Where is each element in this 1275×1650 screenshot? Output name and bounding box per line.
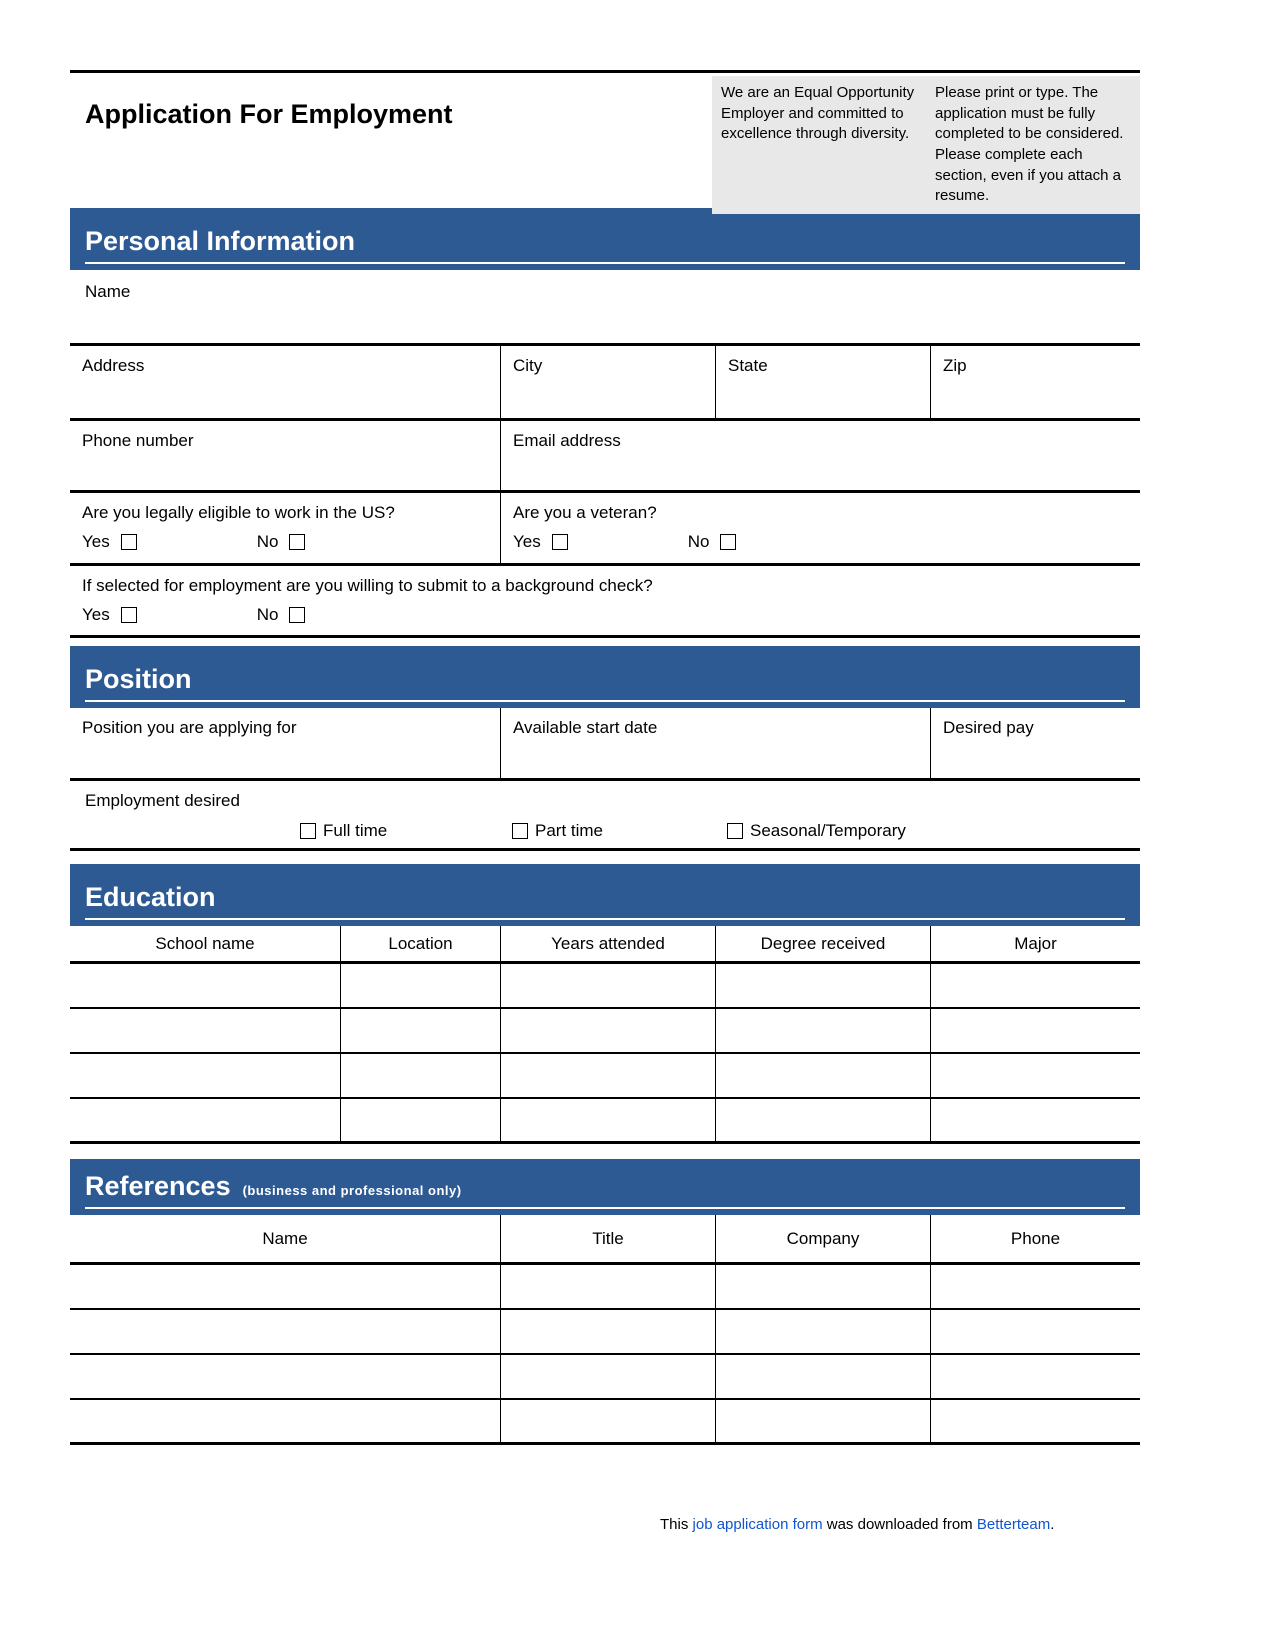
reference-cell-title[interactable] (500, 1400, 715, 1442)
education-cell-years[interactable] (500, 1009, 715, 1052)
reference-cell-title[interactable] (500, 1355, 715, 1398)
reference-cell-title[interactable] (500, 1310, 715, 1353)
section-header-text (85, 665, 1125, 702)
education-cell-years[interactable] (500, 1054, 715, 1097)
reference-cell-phone[interactable] (930, 1355, 1140, 1398)
reference-cell-title[interactable] (500, 1265, 715, 1308)
section-header-position (70, 646, 1140, 708)
phone-label: Phone number (82, 431, 194, 450)
position-row (70, 708, 1140, 781)
yes-label: Yes (513, 532, 541, 551)
reference-cell-name[interactable] (70, 1310, 500, 1353)
education-cell-location[interactable] (340, 964, 500, 1007)
section-title: References (85, 1171, 231, 1202)
employment-desired-block (70, 781, 1140, 851)
references-row (70, 1355, 1140, 1400)
references-header-row (70, 1215, 1140, 1265)
checkbox-seasonal-temporary[interactable] (727, 823, 743, 839)
document-content (70, 0, 1140, 1445)
education-cell-location[interactable] (340, 1099, 500, 1141)
option-seasonal-temporary (727, 821, 906, 841)
reference-cell-name[interactable] (70, 1400, 500, 1442)
background-question-cell (70, 566, 1140, 635)
option-full-time (300, 821, 387, 841)
state-field[interactable] (715, 346, 930, 418)
reference-cell-company[interactable] (715, 1355, 930, 1398)
full-time-label: Full time (323, 821, 388, 840)
reference-cell-company[interactable] (715, 1310, 930, 1353)
references-col-company: Company (715, 1215, 930, 1262)
background-yes-no (82, 605, 1128, 625)
section-header-education (70, 864, 1140, 926)
section-title: Education (85, 882, 216, 913)
section-subtitle: (business and professional only) (242, 1183, 462, 1199)
no-label: No (256, 605, 279, 624)
eligible-question: Are you legally eligible to work in the US? (82, 503, 395, 522)
print-instructions-note: Please print or type. The application must be fully completed to be considered. Please complete each section, even if you attach a resume. (935, 84, 1124, 205)
education-col-school-name: School name (155, 933, 255, 953)
section-header-references (70, 1159, 1140, 1215)
education-col-location: Location (340, 926, 500, 961)
checkbox-veteran-no[interactable] (720, 534, 736, 550)
education-cell-degree[interactable] (715, 1054, 930, 1097)
reference-cell-phone[interactable] (930, 1265, 1140, 1308)
option-part-time (512, 821, 603, 841)
education-cell-degree[interactable] (715, 964, 930, 1007)
checkbox-eligible-yes[interactable] (121, 534, 137, 550)
header-notes (712, 76, 1140, 214)
references-row (70, 1400, 1140, 1445)
employment-desired-label: Employment desired (85, 791, 240, 810)
footer-credit (660, 1516, 1054, 1533)
start-date-field[interactable] (500, 708, 930, 778)
footer-text-suffix: . (1050, 1516, 1055, 1533)
reference-cell-phone[interactable] (930, 1310, 1140, 1353)
education-cell-degree[interactable] (715, 1099, 930, 1141)
checkbox-veteran-yes[interactable] (552, 534, 568, 550)
education-row (70, 1099, 1140, 1144)
veteran-question: Are you a veteran? (513, 503, 657, 522)
education-cell-school[interactable] (70, 964, 340, 1007)
checkbox-part-time[interactable] (512, 823, 528, 839)
education-cell-degree[interactable] (715, 1009, 930, 1052)
desired-pay-field[interactable] (930, 708, 1140, 778)
reference-cell-company[interactable] (715, 1400, 930, 1442)
veteran-yes-no (513, 532, 1128, 552)
education-row (70, 1009, 1140, 1054)
references-col-phone: Phone (930, 1215, 1140, 1262)
position-applying-label: Position you are applying for (82, 718, 297, 737)
education-row (70, 1054, 1140, 1099)
phone-field[interactable] (70, 421, 500, 490)
education-col-degree-received: Degree received (715, 926, 930, 961)
education-cell-major[interactable] (930, 1009, 1140, 1052)
education-cell-school[interactable] (70, 1009, 340, 1052)
education-cell-school[interactable] (70, 1099, 340, 1141)
betterteam-link[interactable]: Betterteam (976, 1516, 1051, 1533)
seasonal-temporary-label: Seasonal/Temporary (750, 821, 906, 840)
checkbox-eligible-no[interactable] (289, 534, 305, 550)
checkbox-background-no[interactable] (289, 607, 305, 623)
education-cell-school[interactable] (70, 1054, 340, 1097)
eeo-note: We are an Equal Opportunity Employer and committed to excellence through diversity. (721, 84, 915, 143)
desired-pay-label: Desired pay (943, 718, 1034, 737)
contact-row (70, 421, 1140, 493)
references-col-name: Name (262, 1228, 308, 1248)
page-title: Application For Employment (85, 99, 453, 129)
section-header-text (85, 1172, 1125, 1209)
background-question: If selected for employment are you willing to submit to a background check? (82, 576, 653, 595)
references-row (70, 1265, 1140, 1310)
position-applying-field[interactable] (70, 708, 500, 778)
state-label: State (728, 356, 768, 375)
education-cell-major[interactable] (930, 1099, 1140, 1141)
references-row (70, 1310, 1140, 1355)
job-application-form-link[interactable]: job application form (692, 1516, 823, 1533)
education-cell-years[interactable] (500, 964, 715, 1007)
eligible-question-cell (70, 493, 500, 563)
name-field[interactable] (70, 270, 1140, 346)
reference-cell-name[interactable] (70, 1355, 500, 1398)
zip-field[interactable] (930, 346, 1140, 418)
no-label: No (256, 532, 279, 551)
email-field[interactable] (500, 421, 1140, 490)
education-cell-major[interactable] (930, 964, 1140, 1007)
education-col-years-attended: Years attended (500, 926, 715, 961)
yes-label: Yes (82, 605, 110, 624)
document-header (70, 73, 1140, 208)
footer-text-middle: was downloaded from (822, 1516, 977, 1533)
city-label: City (513, 356, 543, 375)
section-header-text (85, 227, 1125, 264)
start-date-label: Available start date (513, 718, 658, 737)
section-title: Personal Information (85, 226, 356, 257)
education-cell-years[interactable] (500, 1099, 715, 1141)
section-header-text (85, 883, 1125, 920)
education-col-major: Major (930, 926, 1140, 961)
yes-label: Yes (82, 532, 110, 551)
veteran-question-cell (500, 493, 1140, 563)
eligible-yes-no (82, 532, 488, 552)
education-header-row (70, 926, 1140, 964)
education-cell-location[interactable] (340, 1054, 500, 1097)
references-col-title: Title (500, 1215, 715, 1262)
checkbox-full-time[interactable] (300, 823, 316, 839)
footer-text-prefix: This (660, 1516, 693, 1533)
address-label: Address (82, 356, 145, 375)
section-title: Position (85, 664, 192, 695)
checkbox-background-yes[interactable] (121, 607, 137, 623)
reference-cell-phone[interactable] (930, 1400, 1140, 1442)
reference-cell-company[interactable] (715, 1265, 930, 1308)
zip-label: Zip (943, 356, 967, 375)
email-label: Email address (513, 431, 621, 450)
city-field[interactable] (500, 346, 715, 418)
background-check-row (70, 566, 1140, 638)
education-cell-major[interactable] (930, 1054, 1140, 1097)
address-field[interactable] (70, 346, 500, 418)
eligibility-row (70, 493, 1140, 566)
no-label: No (687, 532, 710, 551)
name-label: Name (85, 282, 131, 301)
part-time-label: Part time (535, 821, 604, 840)
education-row (70, 964, 1140, 1009)
address-row (70, 346, 1140, 421)
reference-cell-name[interactable] (70, 1265, 500, 1308)
section-header-personal-information (70, 208, 1140, 270)
education-cell-location[interactable] (340, 1009, 500, 1052)
